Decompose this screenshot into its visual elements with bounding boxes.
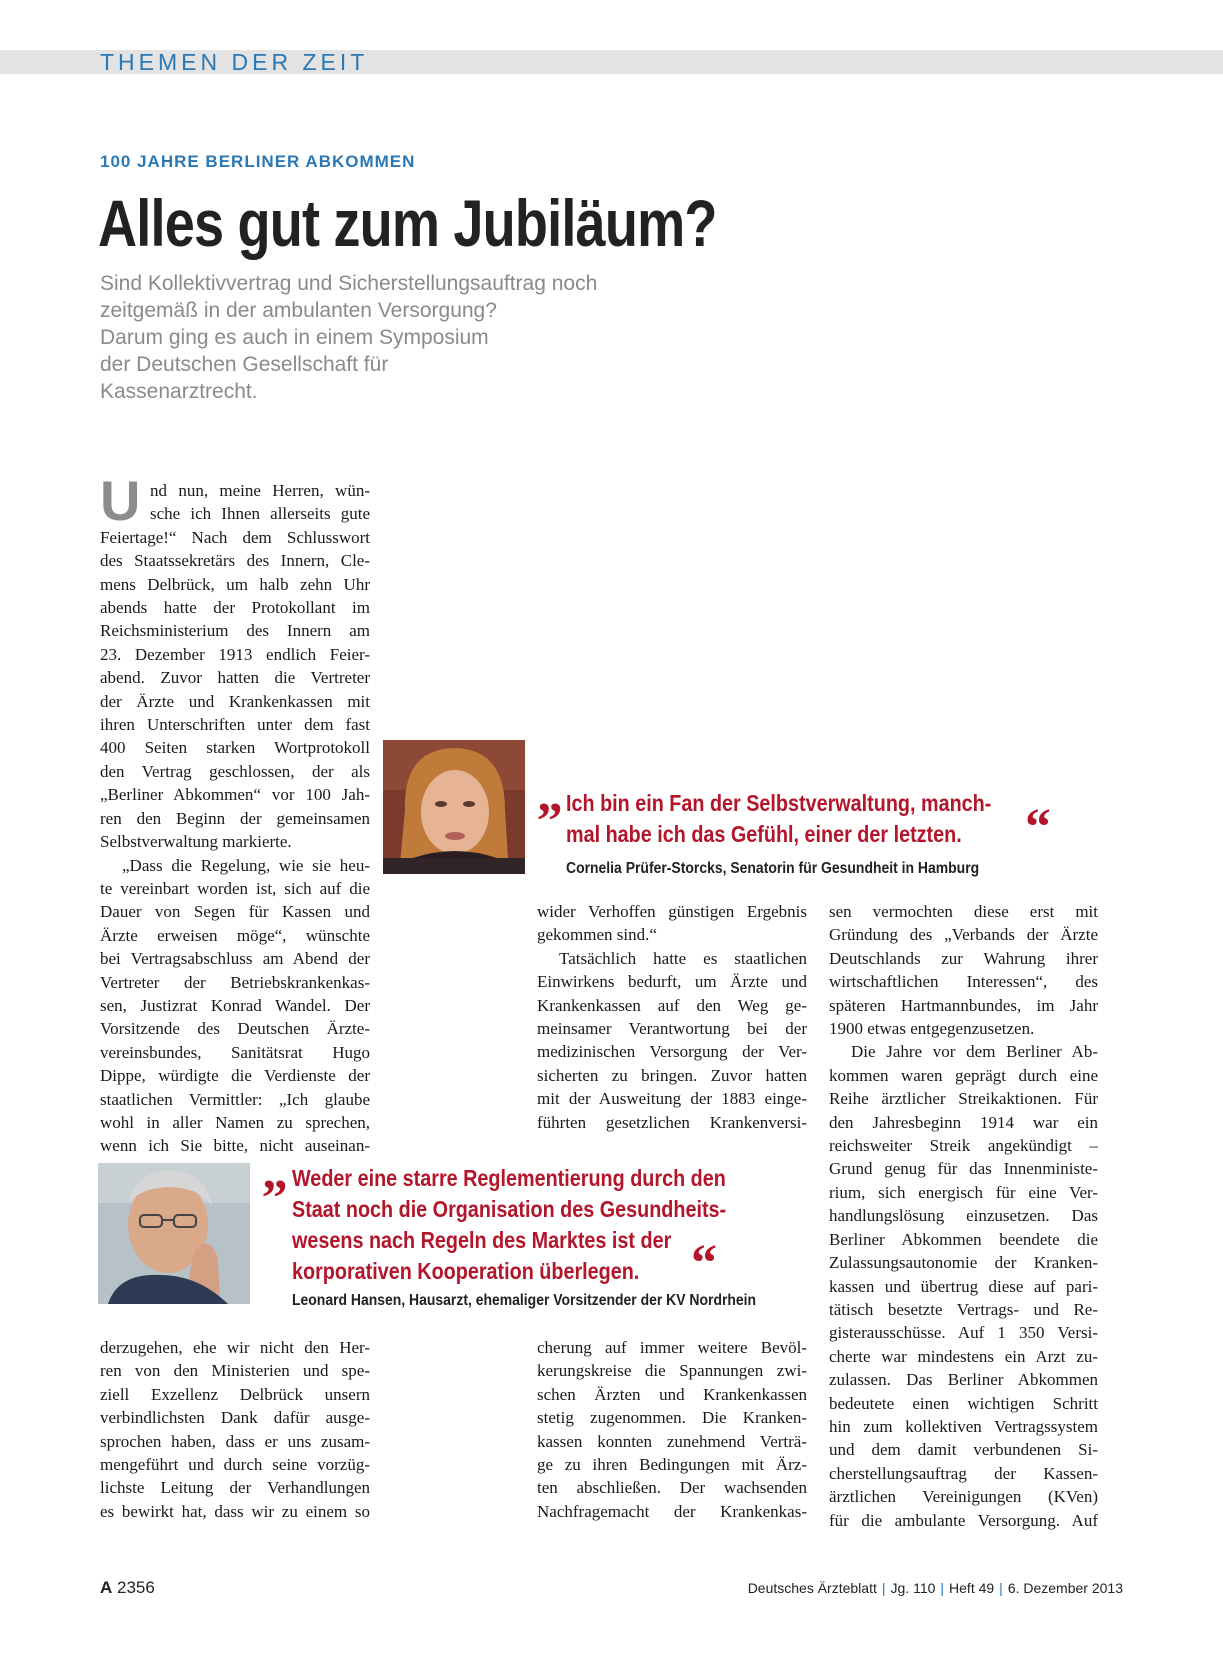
text-line: tätisch besetzte Vertrags- und Re- — [829, 1299, 1098, 1319]
text-line: stetig zugenommen. Die Kranken- — [537, 1408, 807, 1428]
text-line: Krankenkassen auf den Weg ge- — [537, 995, 807, 1015]
quote-attribution-1: Cornelia Prüfer-Storcks, Senatorin für Gesundheit in Hamburg — [566, 860, 980, 877]
text-line: rium, sich energisch für eine Ver- — [829, 1182, 1098, 1202]
quote-open-mark: „ — [537, 766, 563, 823]
text-line: sen, Justizrat Konrad Wandel. Der — [100, 995, 370, 1015]
text-line: Tatsächlich hatte es staatlichen — [559, 948, 807, 968]
text-line: des Staatssekretärs des Innern, Cle- — [100, 551, 370, 571]
pull-quote-line: wesens nach Regeln des Marktes ist der — [292, 1227, 672, 1253]
body-column-3 — [829, 900, 1098, 1532]
section-label: THEMEN DER ZEIT — [100, 49, 369, 75]
teaser-line: Sind Kollektivvertrag und Sicherstellungsauftrag noch — [100, 272, 598, 295]
text-line: ten abschließen. Der wachsenden — [537, 1478, 807, 1498]
text-line: handlungslösung einzusetzen. Das — [829, 1206, 1098, 1226]
journal-footer: Deutsches Ärzteblatt | Jg. 110 | Heft 49 | 6. Dezember 2013 — [747, 1580, 1123, 1596]
journal-volume: Jg. 110 — [890, 1580, 936, 1596]
article-kicker: 100 JAHRE BERLINER ABKOMMEN — [100, 152, 416, 171]
text-line: abends hatte der Protokollant im — [100, 598, 370, 618]
text-line: kommen waren geprägt durch eine — [829, 1065, 1098, 1085]
text-line: wirtschaftlichen Interessen“, des — [829, 972, 1098, 992]
text-line: den Vertrag geschlossen, der als — [100, 761, 370, 781]
text-line: medizinischen Versorgung der Ver- — [537, 1042, 807, 1062]
text-line: Die Jahre vor dem Berliner Ab- — [851, 1042, 1098, 1062]
page-number: A 2356 — [100, 1578, 155, 1597]
text-line: te vereinbart worden ist, sich auf die — [100, 878, 370, 898]
text-line: wenn ich Sie bitte, nicht auseinan- — [100, 1136, 370, 1156]
text-line: staatlichen Vermittler: „Ich glaube — [100, 1089, 370, 1109]
text-line: führten gesetzlichen Krankenversi- — [537, 1112, 807, 1132]
text-line: für die ambulante Versorgung. Auf — [829, 1510, 1098, 1530]
text-line: sicherten zu bringen. Zuvor hatten — [537, 1065, 807, 1085]
text-line: cherte war mindestens ein Arzt zu- — [829, 1346, 1098, 1366]
text-line: mens Delbrück, um halb zehn Uhr — [100, 574, 370, 594]
text-line: sche ich Ihnen allerseits gute — [150, 504, 370, 524]
text-line: Deutschlands zur Wahrung ihrer — [829, 948, 1098, 968]
text-line: abend. Zuvor hatten die Vertreter — [100, 668, 370, 688]
text-line: 23. Dezember 1913 endlich Feier- — [100, 644, 370, 664]
text-line: ren von den Ministerien und spe- — [100, 1361, 370, 1381]
text-line: meinsamer Verantwortung bei der — [537, 1019, 807, 1039]
journal-date: 6. Dezember 2013 — [1007, 1580, 1123, 1596]
body-column-1-top — [100, 479, 370, 1158]
text-line: Selbstverwaltung markierte. — [100, 832, 292, 852]
text-line: „Berliner Abkommen“ vor 100 Jah- — [100, 785, 370, 805]
text-line: zulassen. Das Berliner Abkommen — [829, 1370, 1098, 1390]
text-line: cherstellungsauftrag der Kassen- — [829, 1463, 1098, 1483]
text-line: Grund genug für das Innenministe- — [829, 1159, 1098, 1179]
teaser-line: der Deutschen Gesellschaft für — [100, 353, 389, 376]
quote-close-mark: “ — [1025, 799, 1051, 856]
text-line: bei Vertragsabschluss am Abend der — [100, 949, 370, 969]
pull-quote-1 — [566, 788, 991, 850]
text-line: kassen und übertrug diese auf pari- — [829, 1276, 1098, 1296]
text-line: Berliner Abkommen beendete die — [829, 1229, 1098, 1249]
text-line: ren den Beginn der gemeinsamen — [100, 808, 370, 828]
teaser-line: Kassenarztrecht. — [100, 380, 258, 403]
text-line: cherung auf immer weitere Bevöl- — [537, 1338, 807, 1357]
body-column-2-top — [537, 900, 807, 1134]
text-line: es bewirkt hat, dass wir zu einem so — [100, 1501, 370, 1521]
text-line: derzugehen, ehe wir nicht den Her- — [100, 1338, 370, 1357]
pull-quote-line: Staat noch die Organisation des Gesundheits- — [292, 1196, 727, 1222]
text-line: Dippe, würdigte die Verdienste der — [100, 1066, 370, 1086]
text-line: Ärzte erweisen möge“, wünschte — [100, 925, 370, 945]
text-line: kassen konnten zunehmend Verträ- — [537, 1431, 807, 1451]
pull-quote-line: mal habe ich das Gefühl, einer der letzten. — [566, 821, 962, 847]
text-line: den Jahresbeginn 1914 war ein — [829, 1112, 1098, 1132]
text-line: schen Ärzten und Krankenkassen — [537, 1384, 807, 1404]
text-line: Nachfragemacht der Krankenkas- — [537, 1501, 807, 1521]
text-line: nd nun, meine Herren, wün- — [150, 481, 370, 500]
text-line: vereinsbundes, Sanitätsrat Hugo — [100, 1042, 370, 1062]
article-headline: Alles gut zum Jubiläum? — [98, 186, 717, 260]
text-line: ärztlichen Vereinigungen (KVen) — [829, 1487, 1098, 1507]
text-line: Vorsitzende des Deutschen Ärzte- — [100, 1019, 370, 1039]
text-line: 1900 etwas entgegenzusetzen. — [829, 1019, 1035, 1039]
text-line: Reichsministerium des Innern am — [100, 621, 370, 641]
body-column-1-bottom — [100, 1336, 370, 1523]
teaser-line: Darum ging es auch in einem Symposium — [100, 326, 489, 349]
teaser-line: zeitgemäß in der ambulanten Versorgung? — [100, 299, 497, 322]
text-line: Einwirkens bedurft, um Ärzte und — [537, 972, 807, 992]
portrait-photo-pruefer-storcks — [383, 740, 525, 874]
text-line: ge zu ihren Bedingungen mit Ärz- — [537, 1455, 807, 1475]
article-teaser — [100, 270, 660, 405]
text-line: Dauer von Segen für Kassen und — [100, 902, 370, 922]
journal-issue: Heft 49 — [949, 1580, 995, 1596]
quote-attribution-2: Leonard Hansen, Hausarzt, ehemaliger Vorsitzender der KV Nordrhein — [292, 1292, 757, 1309]
drop-cap: U — [100, 469, 141, 532]
portrait-photo-hansen — [98, 1163, 250, 1304]
text-line: der Ärzte und Krankenkassen mit — [100, 691, 370, 711]
pull-quote-line: Ich bin ein Fan der Selbstverwaltung, manch- — [566, 790, 992, 816]
text-line: mengeführt und durch seine vorzüg- — [100, 1455, 370, 1475]
text-line: wohl in aller Namen zu sprechen, — [100, 1112, 370, 1132]
text-line: hin zum kollektiven Vertragssystem — [829, 1416, 1098, 1436]
quote-close-mark: “ — [691, 1235, 717, 1292]
text-line: gisterausschüsse. Auf 1 350 Versi- — [829, 1323, 1098, 1343]
text-line: sen vermochten diese erst mit — [829, 902, 1098, 921]
pull-quote-line: Weder eine starre Reglementierung durch den — [292, 1165, 726, 1191]
text-line: 400 Seiten starken Wortprotokoll — [100, 738, 370, 758]
text-line: späteren Hartmannbundes, im Jahr — [829, 995, 1098, 1015]
text-line: ihren Unterschriften unter dem fast — [100, 715, 370, 735]
text-line: mit der Ausweitung der 1883 einge- — [537, 1089, 807, 1109]
text-line: ziell Exzellenz Delbrück unsern — [100, 1384, 370, 1404]
text-line: sprochen haben, dass er uns zusam- — [100, 1431, 370, 1451]
text-line: verbindlichsten Dank dafür ausge- — [100, 1408, 370, 1428]
text-line: „Dass die Regelung, wie sie heu- — [122, 855, 370, 875]
pull-quote-line: korporativen Kooperation überlegen. — [292, 1258, 640, 1284]
text-line: Reihe ärztlicher Streikaktionen. Für — [829, 1089, 1098, 1109]
body-column-2-bottom — [537, 1336, 807, 1523]
pull-quote-2 — [292, 1163, 727, 1292]
text-line: bedeutete einen wichtigen Schritt — [829, 1393, 1098, 1413]
text-line: gekommen sind.“ — [537, 925, 657, 945]
text-line: reichsweiter Streik angekündigt – — [829, 1136, 1098, 1156]
text-line: Feiertage!“ Nach dem Schlusswort — [100, 527, 370, 547]
text-line: Zulassungsautonomie der Kranken- — [829, 1253, 1098, 1273]
text-line: Gründung des „Verbands der Ärzte — [829, 925, 1098, 945]
journal-name: Deutsches Ärzteblatt — [747, 1580, 877, 1596]
text-line: kerungskreise die Spannungen zwi- — [537, 1361, 807, 1381]
text-line: wider Verhoffen günstigen Ergebnis — [537, 902, 807, 921]
text-line: lichste Leitung der Verhandlungen — [100, 1478, 370, 1498]
text-line: und dem damit verbundenen Si- — [829, 1440, 1098, 1460]
text-line: Vertreter der Betriebskrankenkas- — [100, 972, 370, 992]
quote-open-mark: „ — [262, 1143, 288, 1200]
